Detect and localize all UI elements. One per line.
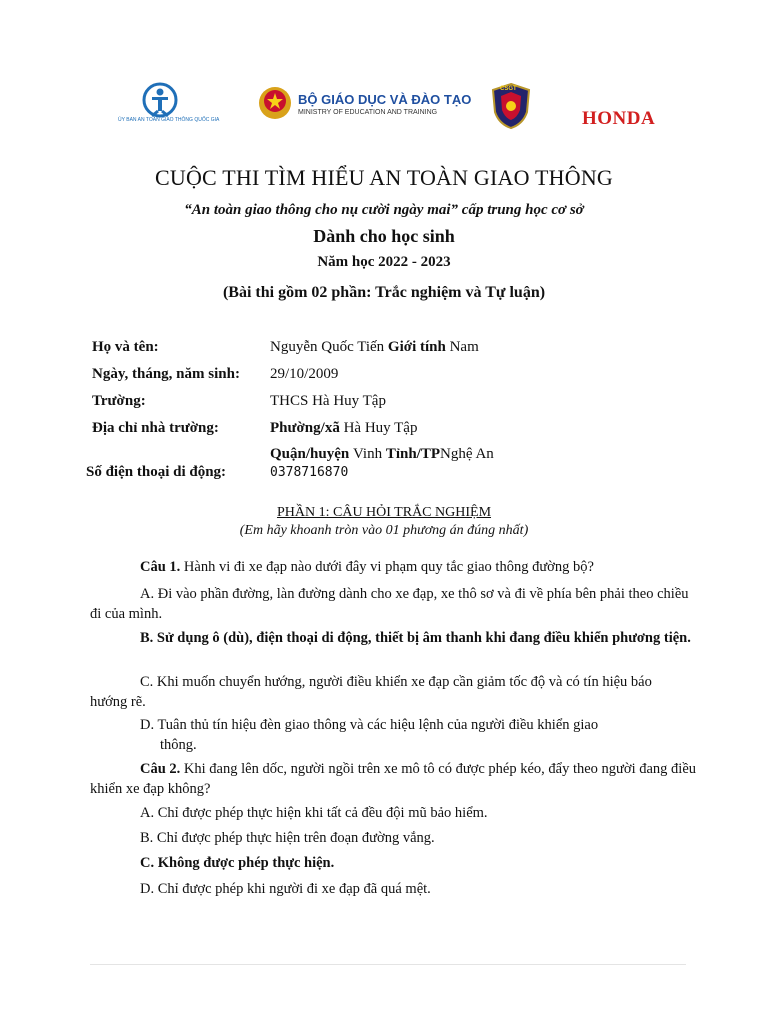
province-label: Tỉnh/TP [385,446,441,462]
question-1-text: Hành vi đi xe đạp nào dưới đây vi phạm quy tắc giao thông đường bộ? [180,559,594,575]
section-title: PHẦN 1: CÂU HỎI TRẮC NGHIỆM [276,505,492,520]
province-value: Nghệ An [440,446,494,462]
gender-value: Nam [449,339,479,355]
contest-title: CUỘC THI TÌM HIỂU AN TOÀN GIAO THÔNG [155,165,613,190]
question-1-option-b[interactable]: B. Sử dụng ô (dù), điện thoại di động, thiết bị âm thanh khi đang điều khiển phương tiện. [140,630,691,646]
district-line [270,446,494,463]
district-value: Vinh [352,446,383,462]
ward-line [270,420,417,437]
section-instruction: (Em hãy khoanh tròn vào 01 phương án đúng nhất) [239,523,529,538]
ministry-name: BỘ GIÁO DỤC VÀ ĐÀO TẠO [298,92,472,107]
phone-value: 0378716870 [270,465,349,480]
audience-line: Dành cho học sinh [313,226,455,246]
question-2-option-a[interactable]: A. Chỉ được phép thực hiện khi tất cả đều đội mũ bảo hiểm. [140,805,488,821]
dob-label: Ngày, tháng, năm sinh: [92,366,240,382]
csgt-badge-logo [490,82,532,130]
road-safety-committee-logo [118,82,218,128]
question-1-option-a[interactable]: A. Đi vào phần đường, làn đường dành cho xe đạp, xe thô sơ và đi về phía bên phải theo chiều đi của mình. [90,586,689,622]
question-2-option-c[interactable]: C. Không được phép thực hiện. [140,855,335,871]
name-value: Nguyễn Quốc Tiến [270,339,385,355]
dob-value: 29/10/2009 [270,366,339,382]
slogan-quote: “An toàn giao thông cho nụ cười ngày mai” [184,202,459,218]
committee-logo-text: ỦY BAN AN TOÀN GIAO THÔNG QUỐC GIA [118,117,220,123]
school-value: THCS Hà Huy Tập [270,393,386,409]
question-2-text: Khi đang lên dốc, người ngồi trên xe mô tô có được phép kéo, đẩy theo người đang điều khiển xe đạp không? [90,761,697,797]
phone-label: Số điện thoại di động: [86,464,227,480]
ministry-logo [258,84,472,128]
slogan-level: cấp trung học cơ sở [458,202,584,218]
ward-label: Phường/xã [270,420,340,436]
district-label: Quận/huyện [270,446,350,462]
gender-label: Giới tính [387,339,446,355]
page-divider [90,964,686,965]
address-label: Địa chỉ nhà trường: [92,420,219,436]
csgt-text: CSGT [500,86,517,92]
national-emblem-icon [258,86,292,120]
contest-subtitle [0,202,768,219]
ward-value: Hà Huy Tập [343,420,418,436]
question-1 [140,557,700,577]
school-year: Năm học 2022 - 2023 [317,254,451,270]
honda-logo: HONDA [582,108,656,129]
question-1-option-d-cont: thông. [160,737,197,753]
question-2-label: Câu 2. [140,761,181,777]
ministry-subtitle: MINISTRY OF EDUCATION AND TRAINING [298,109,438,116]
question-1-option-d[interactable]: D. Tuân thủ tín hiệu đèn giao thông và các hiệu lệnh của người điều khiển giao [140,717,599,733]
question-2-option-b[interactable]: B. Chỉ được phép thực hiện trên đoạn đường vắng. [140,830,435,846]
name-line [270,339,479,356]
exam-structure: (Bài thi gồm 02 phần: Trắc nghiệm và Tự luận) [222,284,546,301]
question-1-option-c[interactable]: C. Khi muốn chuyển hướng, người điều khiển xe đạp cần giảm tốc độ và có tín hiệu báo hướng rẽ. [90,674,652,710]
question-2-option-d[interactable]: D. Chỉ được phép khi người đi xe đạp đã quá mệt. [140,881,431,897]
school-label: Trường: [92,393,146,409]
name-label: Họ và tên: [92,339,159,355]
question-1-label: Câu 1. [140,559,181,575]
question-2 [90,759,700,799]
logo-row [0,82,768,132]
